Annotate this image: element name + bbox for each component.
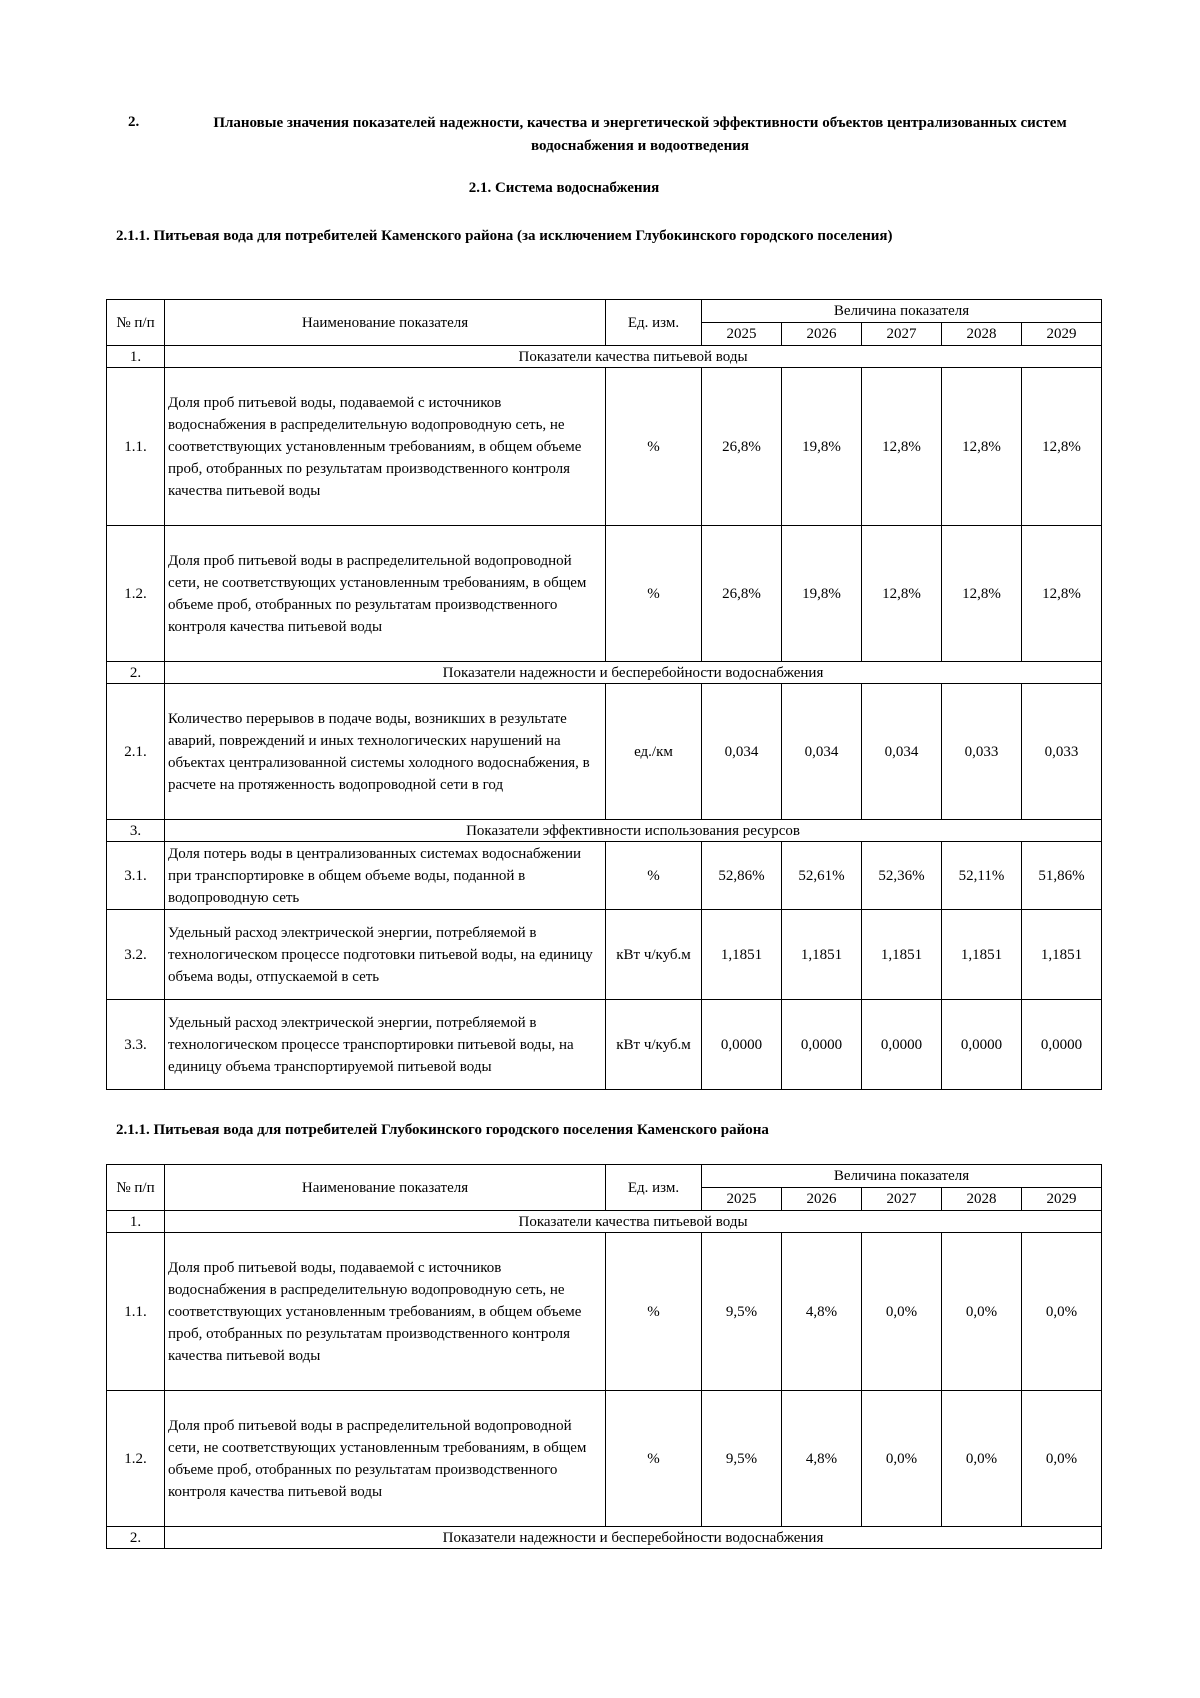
row-value: 0,034 — [782, 684, 862, 820]
row-value: 0,0% — [1022, 1391, 1102, 1527]
table-row — [107, 1233, 1102, 1391]
section-number: 2. — [128, 114, 140, 130]
row-value: 52,61% — [782, 842, 862, 910]
row-number: 3.2. — [107, 910, 165, 1000]
row-value: 12,8% — [942, 526, 1022, 662]
group-row — [107, 1527, 1102, 1549]
row-unit: кВт ч/куб.м — [606, 1000, 702, 1090]
row-value: 4,8% — [782, 1391, 862, 1527]
header-year: 2026 — [782, 323, 862, 346]
row-value: 0,0% — [1022, 1233, 1102, 1391]
row-value: 26,8% — [702, 526, 782, 662]
row-value: 0,0000 — [1022, 1000, 1102, 1090]
row-value: 0,033 — [942, 684, 1022, 820]
row-name: Доля проб питьевой воды, подаваемой с источников водоснабжения в распределительную водопроводную сеть, не соответствующих установленным требованиям, в общем объеме проб, отобранных по результатам производственного контроля качества питьевой воды — [165, 1233, 606, 1391]
row-value: 9,5% — [702, 1391, 782, 1527]
header-year: 2025 — [702, 323, 782, 346]
row-unit: % — [606, 1233, 702, 1391]
group-row — [107, 1211, 1102, 1233]
group-title: Показатели надежности и бесперебойности водоснабжения — [165, 662, 1102, 684]
header-unit: Ед. изм. — [606, 300, 702, 346]
header-year: 2027 — [862, 323, 942, 346]
row-number: 3.1. — [107, 842, 165, 910]
row-value: 12,8% — [1022, 368, 1102, 526]
subsection-title: 2.1. Система водоснабжения — [468, 180, 660, 196]
group-title: Показатели эффективности использования ресурсов — [165, 820, 1102, 842]
row-number: 2.1. — [107, 684, 165, 820]
row-value: 12,8% — [862, 526, 942, 662]
group-number: 1. — [107, 346, 165, 368]
row-name: Удельный расход электрической энергии, потребляемой в технологическом процессе подготовки питьевой воды, на единицу объема воды, отпускаемой в сеть — [165, 910, 606, 1000]
header-name: Наименование показателя — [165, 300, 606, 346]
row-value: 0,0% — [942, 1391, 1022, 1527]
row-name: Удельный расход электрической энергии, потребляемой в технологическом процессе транспортировки питьевой воды, на единицу объема транспортируемой питьевой воды — [165, 1000, 606, 1090]
header-year: 2028 — [942, 1188, 1022, 1211]
row-name: Доля проб питьевой воды в распределительной водопроводной сети, не соответствующих установленным требованиям, в общем объеме проб, отобранных по результатам производственного контроля качества питьевой воды — [165, 1391, 606, 1527]
header-year: 2025 — [702, 1188, 782, 1211]
row-unit: % — [606, 368, 702, 526]
group-title: Показатели надежности и бесперебойности водоснабжения — [165, 1527, 1102, 1549]
header-year: 2028 — [942, 323, 1022, 346]
row-value: 0,034 — [862, 684, 942, 820]
table-row — [107, 910, 1102, 1000]
header-year: 2027 — [862, 1188, 942, 1211]
row-number: 1.1. — [107, 368, 165, 526]
row-unit: кВт ч/куб.м — [606, 910, 702, 1000]
row-name: Доля потерь воды в централизованных системах водоснабжении при транспортировке в общем объеме воды, поданной в водопроводную сеть — [165, 842, 606, 910]
row-number: 1.1. — [107, 1233, 165, 1391]
row-value: 0,0000 — [942, 1000, 1022, 1090]
indicators-table-1 — [106, 299, 1102, 1090]
row-value: 0,0000 — [862, 1000, 942, 1090]
row-value: 1,1851 — [942, 910, 1022, 1000]
row-value: 0,0% — [862, 1391, 942, 1527]
row-unit: ед./км — [606, 684, 702, 820]
row-value: 19,8% — [782, 368, 862, 526]
table-row — [107, 368, 1102, 526]
table-row — [107, 842, 1102, 910]
row-value: 12,8% — [862, 368, 942, 526]
table-row — [107, 526, 1102, 662]
row-unit: % — [606, 526, 702, 662]
group-number: 2. — [107, 1527, 165, 1549]
group-number: 2. — [107, 662, 165, 684]
row-value: 26,8% — [702, 368, 782, 526]
header-num: № п/п — [107, 300, 165, 346]
row-value: 52,11% — [942, 842, 1022, 910]
row-value: 0,0% — [862, 1233, 942, 1391]
row-value: 0,0000 — [702, 1000, 782, 1090]
header-unit: Ед. изм. — [606, 1165, 702, 1211]
header-value: Величина показателя — [702, 300, 1102, 323]
row-name: Доля проб питьевой воды в распределительной водопроводной сети, не соответствующих установленным требованиям, в общем объеме проб, отобранных по результатам производственного контроля качества питьевой воды — [165, 526, 606, 662]
table-header-row — [107, 300, 1102, 323]
row-name: Количество перерывов в подаче воды, возникших в результате аварий, повреждений и иных технологических нарушений на объектах централизованной системы холодного водоснабжения, в расчете на протяженность водопроводной сети в год — [165, 684, 606, 820]
row-value: 12,8% — [942, 368, 1022, 526]
table1-heading: 2.1.1. Питьевая вода для потребителей Каменского района (за исключением Глубокинского городского поселения) — [116, 228, 893, 244]
section-title: Плановые значения показателей надежности, качества и энергетической эффективности объектов централизованных систем водоснабжения и водоотведения — [213, 115, 1067, 154]
row-value: 0,0000 — [782, 1000, 862, 1090]
group-title: Показатели качества питьевой воды — [165, 1211, 1102, 1233]
table-row — [107, 1000, 1102, 1090]
row-value: 0,0% — [942, 1233, 1022, 1391]
row-name: Доля проб питьевой воды, подаваемой с источников водоснабжения в распределительную водопроводную сеть, не соответствующих установленным требованиям, в общем объеме проб, отобранных по результатам производственного контроля качества питьевой воды — [165, 368, 606, 526]
row-unit: % — [606, 1391, 702, 1527]
row-value: 0,034 — [702, 684, 782, 820]
indicators-table-2 — [106, 1164, 1102, 1549]
row-unit: % — [606, 842, 702, 910]
row-value: 1,1851 — [862, 910, 942, 1000]
group-title: Показатели качества питьевой воды — [165, 346, 1102, 368]
group-number: 3. — [107, 820, 165, 842]
row-value: 1,1851 — [1022, 910, 1102, 1000]
header-name: Наименование показателя — [165, 1165, 606, 1211]
row-value: 12,8% — [1022, 526, 1102, 662]
group-row — [107, 662, 1102, 684]
table-row — [107, 1391, 1102, 1527]
row-value: 0,033 — [1022, 684, 1102, 820]
row-number: 1.2. — [107, 526, 165, 662]
header-year: 2029 — [1022, 1188, 1102, 1211]
table-row — [107, 684, 1102, 820]
row-value: 1,1851 — [702, 910, 782, 1000]
header-value: Величина показателя — [702, 1165, 1102, 1188]
row-value: 52,86% — [702, 842, 782, 910]
row-value: 4,8% — [782, 1233, 862, 1391]
header-year: 2026 — [782, 1188, 862, 1211]
row-number: 3.3. — [107, 1000, 165, 1090]
group-number: 1. — [107, 1211, 165, 1233]
header-year: 2029 — [1022, 323, 1102, 346]
row-value: 1,1851 — [782, 910, 862, 1000]
group-row — [107, 820, 1102, 842]
group-row — [107, 346, 1102, 368]
header-num: № п/п — [107, 1165, 165, 1211]
row-value: 51,86% — [1022, 842, 1102, 910]
row-value: 19,8% — [782, 526, 862, 662]
row-value: 9,5% — [702, 1233, 782, 1391]
table-header-row — [107, 1165, 1102, 1188]
row-number: 1.2. — [107, 1391, 165, 1527]
table2-heading: 2.1.1. Питьевая вода для потребителей Глубокинского городского поселения Каменского района — [116, 1122, 769, 1138]
row-value: 52,36% — [862, 842, 942, 910]
